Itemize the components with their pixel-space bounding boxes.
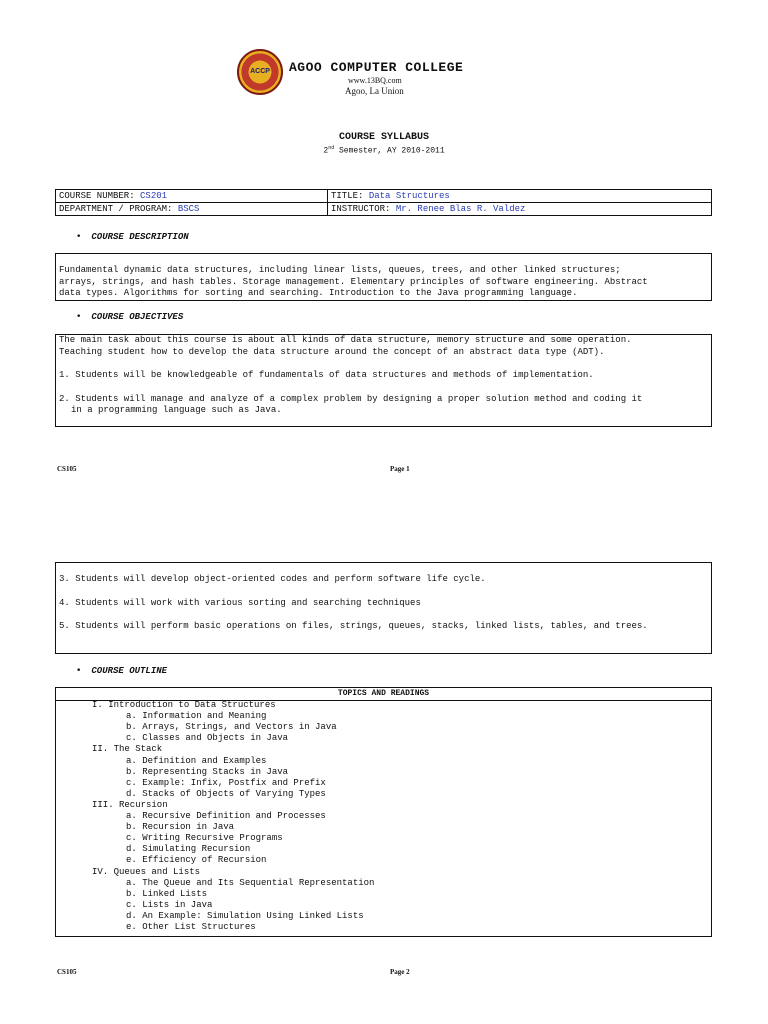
outline-subtopic: c. Example: Infix, Postfix and Prefix	[126, 777, 326, 788]
outline-table-header: TOPICS AND READINGS	[56, 688, 711, 701]
bullet-icon: •	[76, 312, 82, 322]
outline-subtopic: b. Recursion in Java	[126, 822, 235, 833]
outline-subtopic: a. Information and Meaning	[126, 711, 267, 722]
department-cell: DEPARTMENT / PROGRAM: BSCS	[56, 203, 328, 216]
outline-subtopic: a. Recursive Definition and Processes	[126, 811, 326, 821]
outline-subtopic: a. The Queue and Its Sequential Representation	[126, 877, 375, 888]
description-box: Fundamental dynamic data structures, including linear lists, queues, trees, and other linked structures; arrays, strings, and hash tables. Storage management. Elementary principles of software engineering. Abstract data types. Algorithms for sorting and searching. Introduction to the Java programming language.	[55, 253, 712, 301]
semester-line: 2nd Semester, AY 2010-2011	[323, 145, 445, 156]
outline-subtopic: d. Simulating Recursion	[126, 844, 251, 855]
outline-subtopic: d. Stacks of Objects of Varying Types	[126, 788, 326, 799]
outline-topic: II. The Stack	[92, 744, 163, 755]
outline-subtopic: a. Definition and Examples	[126, 755, 267, 766]
outline-subtopic: e. Efficiency of Recursion	[126, 855, 267, 866]
instructor-cell: INSTRUCTOR: Mr. Renee Blas R. Valdez	[328, 203, 712, 216]
footer-course-code: CS105	[57, 465, 77, 473]
course-number-cell: COURSE NUMBER: CS201	[56, 190, 328, 203]
objective-1: 1. Students will be knowledgeable of fundamentals of data structures and methods of implementation.	[59, 370, 594, 380]
description-heading: • COURSE DESCRIPTION	[76, 232, 189, 242]
outline-subtopic: c. Classes and Objects in Java	[126, 733, 289, 744]
department: BSCS	[177, 204, 200, 214]
footer-course-code: CS105	[57, 968, 77, 976]
outline-heading: • COURSE OUTLINE	[76, 666, 168, 676]
objective-4: 4. Students will work with various sorting and searching techniques	[59, 597, 421, 608]
outline-subtopic: b. Linked Lists	[126, 888, 208, 899]
course-number: CS201	[140, 191, 168, 201]
objective-3: 3. Students will develop object-oriented codes and perform software life cycle.	[59, 574, 486, 584]
objective-2: 2. Students will manage and analyze of a complex problem by designing a proper solution method and coding it	[59, 393, 643, 404]
college-website: www.13BQ.com	[348, 76, 402, 85]
objective-5: 5. Students will perform basic operations on files, strings, queues, stacks, linked lists, tables, and trees.	[59, 621, 648, 631]
outline-subtopic: b. Arrays, Strings, and Vectors in Java	[126, 722, 337, 733]
logo-text: ACCP	[250, 68, 270, 75]
footer-page-number: Page 1	[390, 465, 410, 473]
outline-subtopic: d. An Example: Simulation Using Linked Lists	[126, 910, 364, 921]
college-logo	[237, 49, 283, 95]
syllabus-title: COURSE SYLLABUS	[338, 132, 429, 143]
objectives-heading: • COURSE OBJECTIVES	[76, 312, 184, 322]
outline-topic: I. Introduction to Data Structures	[92, 700, 276, 710]
outline-subtopic: e. Other List Structures	[126, 922, 256, 932]
instructor: Mr. Renee Blas R. Valdez	[395, 204, 526, 214]
bullet-icon: •	[76, 666, 82, 676]
outline-topic: III. Recursion	[92, 799, 168, 810]
course-title: Data Structures	[368, 191, 450, 201]
objectives-box: The main task about this course is about all kinds of data structure, memory structure and some operation. Teaching student how to develop the data structure around the concept of an abstract data type (ADT). 1. Students will be knowledgeable of fundamentals of data structures and methods of implementation. 2. Students will manage and analyze of a complex problem by designing a proper solution method and coding it in a programming language such as Java.	[55, 334, 712, 427]
footer-page-number: Page 2	[390, 968, 410, 976]
course-title-cell: TITLE: Data Structures	[328, 190, 712, 203]
outline-subtopic: b. Representing Stacks in Java	[126, 766, 289, 777]
college-location: Agoo, La Union	[345, 86, 404, 96]
outline-topic: IV. Queues and Lists	[92, 866, 201, 877]
outline-table	[55, 687, 712, 937]
outline-subtopic: c. Lists in Java	[126, 899, 213, 910]
bullet-icon: •	[76, 232, 82, 242]
college-name: AGOO COMPUTER COLLEGE	[289, 60, 464, 75]
outline-subtopic: c. Writing Recursive Programs	[126, 833, 283, 844]
objectives-continued-box	[55, 562, 712, 654]
course-info-table	[55, 189, 712, 216]
